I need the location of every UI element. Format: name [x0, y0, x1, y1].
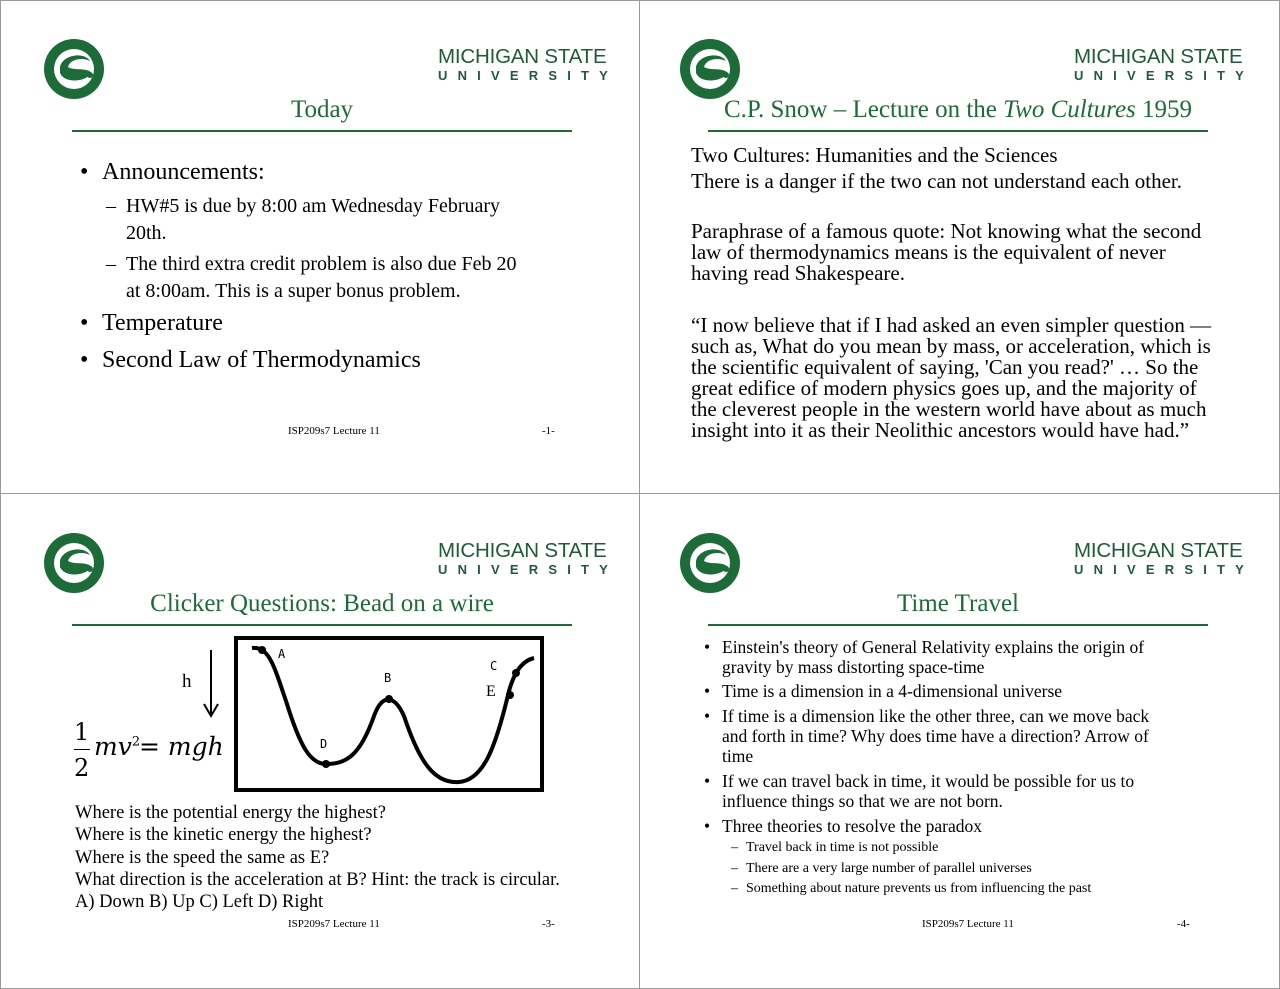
bead-wire-diagram	[234, 636, 544, 792]
footer-label: ISP209s7 Lecture 11	[288, 425, 380, 437]
sub-item: – HW#5 is due by 8:00 am Wednesday February 20th.	[106, 195, 501, 244]
label-a: A	[278, 647, 286, 661]
bead-point-e	[506, 691, 514, 699]
bullet-item: • Announcements:	[80, 159, 265, 185]
footer-label: ISP209s7 Lecture 11	[288, 918, 380, 930]
down-arrow-icon	[200, 648, 222, 720]
slide-title: C.P. Snow – Lecture on the Two Cultures 1959	[723, 96, 1193, 123]
footer-label: ISP209s7 Lecture 11	[922, 918, 1014, 930]
bullet-item: • Einstein's theory of General Relativity explains the origin of gravity by mass distorting space-time	[704, 637, 1145, 677]
department-logo	[676, 37, 744, 101]
sub-item: – Something about nature prevents us from influencing the past	[731, 881, 1092, 896]
msu-wordmark: MICHIGAN STATE UNIVERSITY	[1074, 45, 1255, 83]
bead-point-c	[512, 669, 520, 677]
slide-3: MICHIGAN STATE UNIVERSITY Clicker Questions: Bead on a wire h 1 2 $mv^2$ = mgh A B C D E Where is the potential energy the highest? Where is the kinetic energy the highest? Where is the speed the same as E? What direction is the acceleration at B? Hint: the track is circular. A) Down B) Up C) Left D) Right ISP209s7 Lecture 11 -3-	[0, 494, 640, 989]
bullet-item: • If time is a dimension like the other three, can we move back and forth in time? Why does time have a direction? Arrow of time	[704, 706, 1150, 766]
department-logo	[40, 531, 108, 595]
bead-point-a	[258, 646, 266, 654]
slide-4	[640, 494, 1280, 989]
label-d: D	[320, 737, 328, 751]
slide-2	[640, 0, 1280, 494]
bullet-item: • If we can travel back in time, it would be possible for us to influence things so that we are not born.	[704, 771, 1135, 811]
title-rule	[708, 130, 1208, 132]
bullet-item: • Temperature	[80, 310, 223, 336]
question-line: Where is the kinetic energy the highest?	[75, 825, 372, 845]
sub-item: – Travel back in time is not possible	[731, 840, 939, 855]
page-number: -1-	[542, 425, 555, 437]
title-rule	[708, 624, 1208, 626]
paragraph: Two Cultures: Humanities and the Sciences There is a danger if the two can not understand each other.	[691, 143, 1182, 193]
height-label: h	[182, 671, 192, 692]
paragraph: Paraphrase of a famous quote: Not knowing what the second law of thermodynamics means is the equivalent of never having read Shakespeare.	[691, 219, 1202, 285]
question-line: Where is the speed the same as E?	[75, 848, 330, 868]
msu-wordmark: MICHIGAN STATE UNIVERSITY	[438, 45, 619, 83]
slide-1	[0, 0, 640, 494]
msu-wordmark: MICHIGAN STATE UNIVERSITY	[1074, 539, 1255, 577]
label-e: E	[486, 683, 496, 700]
label-c: C	[490, 659, 498, 673]
answer-options: A) Down B) Up C) Left D) Right	[75, 892, 324, 912]
slide-title: Today	[290, 96, 354, 123]
question-line: Where is the potential energy the highest?	[75, 803, 386, 823]
slide-title: Clicker Questions: Bead on a wire	[150, 590, 494, 617]
quote-paragraph: “I now believe that if I had asked an even simpler question — such as, What do you mean by mass, or acceleration, which is the scientific equivalent of saying, 'Can you read?' … So the great edifice of modern physics goes up, and the majority of the cleverest people in the western world have about as much insight into it as their Neolithic ancestors would have had.”	[691, 313, 1212, 442]
department-logo	[676, 531, 744, 595]
msu-wordmark: MICHIGAN STATE UNIVERSITY	[438, 539, 619, 577]
title-rule	[72, 624, 572, 626]
bullet-item: • Time is a dimension in a 4-dimensional universe	[704, 681, 1063, 701]
bead-point-d	[322, 760, 330, 768]
department-logo	[40, 37, 108, 101]
sub-item: – There are a very large number of parallel universes	[731, 861, 1032, 876]
page-number: -4-	[1177, 918, 1190, 930]
bullet-item: • Second Law of Thermodynamics	[80, 347, 421, 373]
bead-point-b	[385, 695, 393, 703]
bullet-item: • Three theories to resolve the paradox	[704, 816, 982, 836]
question-line: What direction is the acceleration at B? Hint: the track is circular.	[75, 870, 560, 890]
title-rule	[72, 130, 572, 132]
slide-title: Time Travel	[896, 590, 1020, 617]
label-b: B	[384, 671, 392, 685]
page-number: -3-	[542, 918, 555, 930]
sub-item: – The third extra credit problem is also due Feb 20 at 8:00am. This is a super bonus problem.	[106, 253, 517, 302]
